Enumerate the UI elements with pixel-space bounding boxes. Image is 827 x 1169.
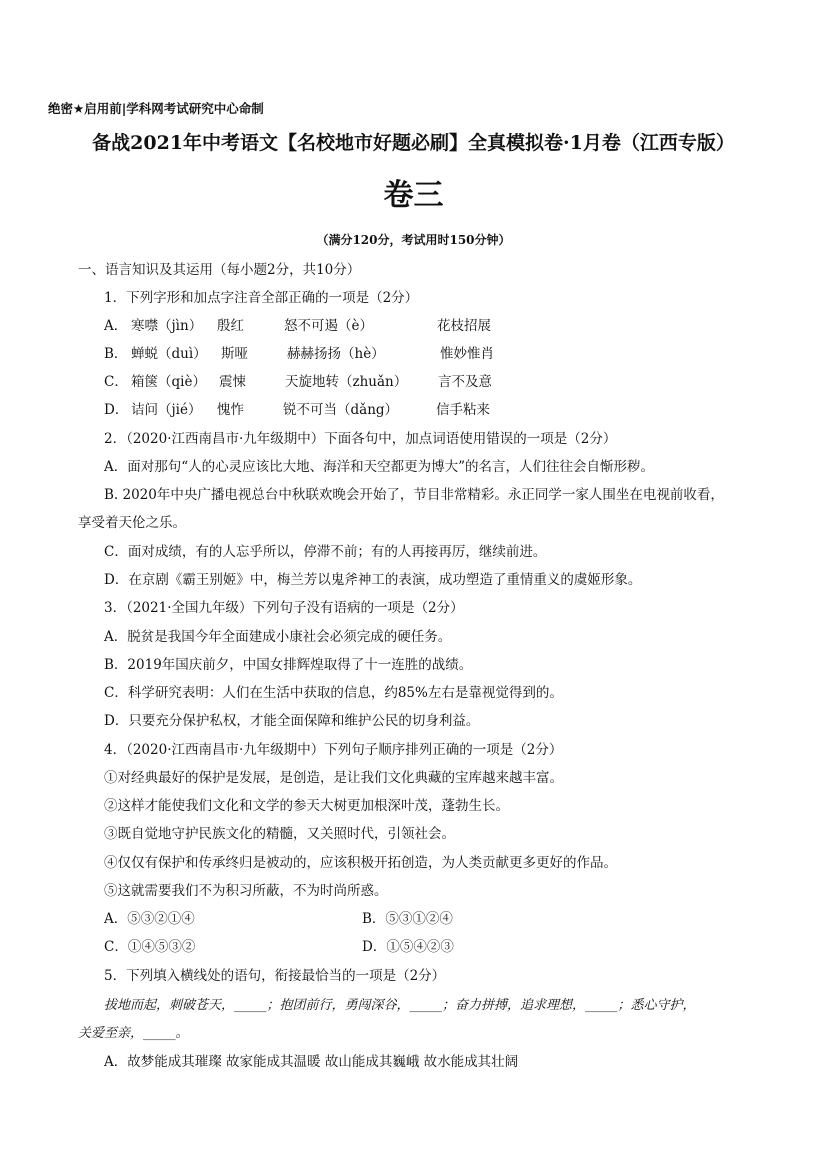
question-3-option-d: D．只要充分保护私权，才能全面保障和维护公民的切身利益。 (104, 713, 480, 729)
question-2-option-b-continued: 享受着天伦之乐。 (78, 515, 186, 531)
sentence-5: ⑤这就需要我们不为积习所蔽，不为时尚所惑。 (104, 883, 388, 899)
question-3-option-a: A．脱贫是我国今年全面建成小康社会必须完成的硬任务。 (104, 629, 452, 645)
option-label: A． (104, 318, 128, 334)
option-word: 愧怍 (217, 402, 244, 418)
option-word: 寒噤（jìn） (131, 318, 203, 334)
question-3-option-b: B．2019年国庆前夕，中国女排辉煌取得了十一连胜的战绩。 (104, 657, 473, 673)
option-word: 蝉蜕（duì） (131, 346, 207, 362)
question-2-option-d: D．在京剧《霸王别姬》中，梅兰芳以鬼斧神工的表演，成功塑造了重情重义的虞姬形象。 (104, 572, 642, 588)
question-5-passage-continued: 关爱至亲，_____。 (78, 1026, 189, 1041)
question-2-stem: 2．（2020·江西南昌市·九年级期中）下面各句中，加点词语使用错误的一项是（2分） (104, 431, 617, 447)
question-1-stem: 1．下列字形和加点字注音全部正确的一项是（2分） (104, 290, 419, 306)
section-heading: 一、语言知识及其运用（每小题2分，共10分） (78, 262, 361, 278)
sentence-1: ①对经典最好的保护是发展，是创造，是让我们文化典藏的宝库越来越丰富。 (104, 770, 563, 786)
sentence-3: ③既自觉地守护民族文化的精髓，又关照时代，引领社会。 (104, 826, 455, 842)
option-word: 惟妙惟肖 (440, 346, 494, 362)
question-3-stem: 3．（2021·全国九年级）下列句子没有语病的一项是（2分） (104, 600, 464, 616)
question-4-option-a: A．⑤③②①④ (104, 911, 195, 927)
sentence-4: ④仅仅有保护和传承终归是被动的，应该积极开拓创造，为人类贡献更多更好的作品。 (104, 855, 617, 871)
option-word: 箱箧（qiè） (131, 374, 206, 390)
question-2-option-a: A．面对那句“人的心灵应该比大地、海洋和天空都更为博大”的名言，人们往往会自惭形秽。 (104, 459, 655, 475)
question-2-option-c: C．面对成绩，有的人忘乎所以，停滞不前；有的人再接再厉，继续前进。 (104, 544, 547, 560)
option-word: 信手粘来 (436, 402, 490, 418)
question-4-option-c: C．①④⑤③② (104, 939, 196, 955)
option-word: 天旋地转（zhuǎn） (285, 374, 408, 390)
option-word: 赫赫扬扬（hè） (287, 346, 385, 362)
question-3-option-c: C．科学研究表明：人们在生活中获取的信息，约85%左右是靠视觉得到的。 (104, 685, 563, 701)
option-word: 震悚 (219, 374, 246, 390)
option-word: 殷红 (217, 318, 244, 334)
exam-title: 备战2021年中考语文【名校地市好题必刷】全真模拟卷·1月卷（江西专版） (92, 132, 735, 154)
question-4-option-b: B．⑤③①②④ (362, 911, 453, 927)
option-label: C． (104, 374, 128, 390)
option-word: 花枝招展 (437, 318, 491, 334)
option-word: 诘问（jié） (131, 402, 202, 418)
option-word: 言不及意 (438, 374, 492, 390)
option-word: 怒不可遏（è） (284, 318, 373, 334)
question-4-stem: 4．（2020·江西南昌市·九年级期中）下列句子顺序排列正确的一项是（2分） (104, 742, 563, 758)
question-5-option-a: A．故梦能成其璀璨 故家能成其温暖 故山能成其巍峨 故水能成其壮阔 (104, 1054, 519, 1070)
question-5-stem: 5．下列填入横线处的语句，衔接最恰当的一项是（2分） (104, 968, 446, 984)
paper-subtitle: 卷三 (383, 178, 444, 213)
question-4-option-d: D．①⑤④②③ (362, 939, 454, 955)
confidential-header: 绝密★启用前|学科网考试研究中心命制 (48, 101, 264, 116)
option-label: B． (104, 346, 128, 362)
sentence-2: ②这样才能使我们文化和文学的参天大树更加根深叶茂，蓬勃生长。 (104, 798, 509, 814)
question-2-option-b: B. 2020年中央广播电视总台中秋联欢晚会开始了，节目非常精彩。永正同学一家人围坐在电视前收看， (104, 487, 724, 503)
question-5-passage: 拔地而起，刺破苍天，_____；抱团前行，勇闯深谷，_____；奋力拼搏，追求理想，_____；悉心守护， (104, 998, 696, 1013)
score-time-note: （满分120分，考试用时150分钟） (316, 233, 511, 247)
option-word: 锐不可当（dǎng） (283, 402, 399, 418)
option-label: D． (104, 402, 129, 418)
option-word: 斯哑 (221, 346, 248, 362)
